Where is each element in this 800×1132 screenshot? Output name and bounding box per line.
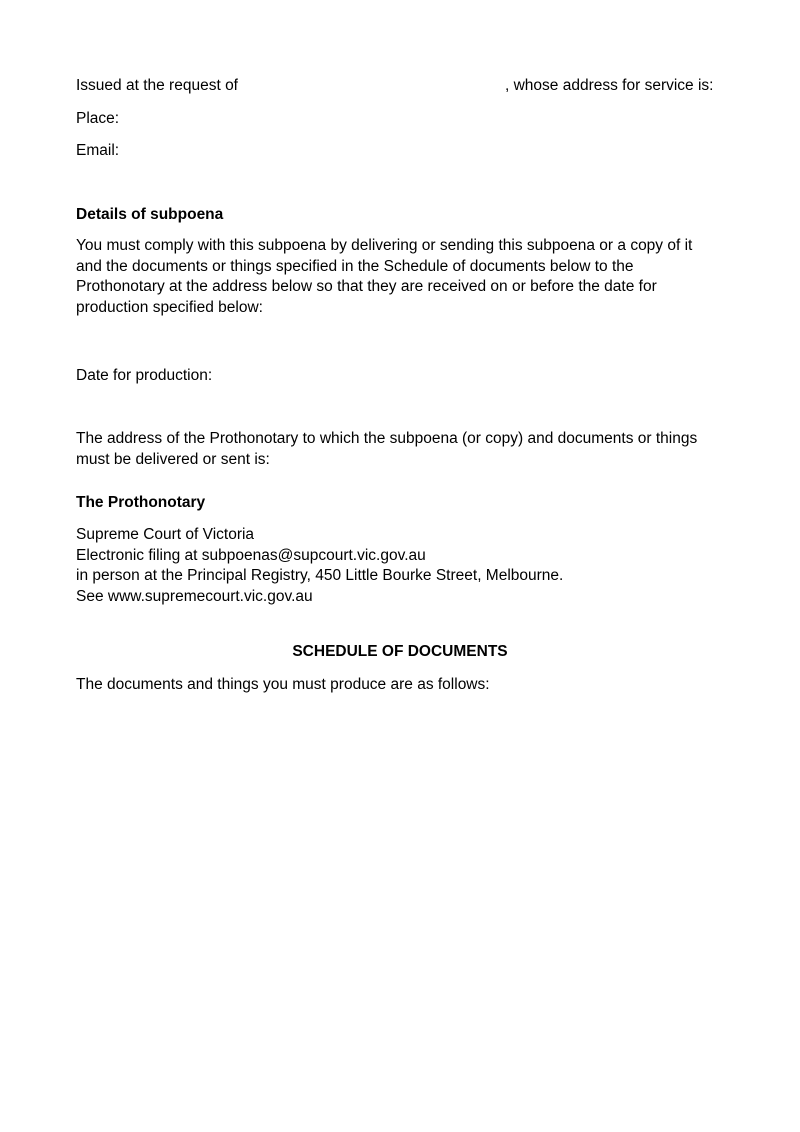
address-intro-line: must be delivered or sent is: (76, 450, 270, 468)
address-line: in person at the Principal Registry, 450 Little Bourke Street, Melbourne. (76, 567, 564, 584)
schedule-intro: The documents and things you must produce are as follows: (76, 676, 490, 693)
details-heading: Details of subpoena (76, 206, 224, 223)
email-label: Email: (76, 142, 120, 159)
issued-suffix: , whose address for service is: (505, 77, 714, 94)
address-intro (76, 429, 726, 470)
prothonotary-address (76, 525, 726, 607)
details-body-line: You must comply with this subpoena by delivering or sending this subpoena or a copy of it (76, 237, 693, 254)
address-line: Electronic filing at subpoenas@supcourt.vic.gov.au (76, 546, 426, 564)
date-for-production-label: Date for production: (76, 367, 213, 384)
details-body-line: Prothonotary at the address below so that they are received on or before the date for (76, 278, 657, 295)
address-line: Supreme Court of Victoria (76, 526, 255, 543)
prothonotary-heading: The Prothonotary (76, 494, 206, 511)
address-line: See www.supremecourt.vic.gov.au (76, 587, 313, 605)
schedule-heading: SCHEDULE OF DOCUMENTS (292, 643, 508, 660)
details-body-line: production specified below: (76, 298, 263, 316)
issued-prefix: Issued at the request of (76, 77, 238, 94)
details-body (76, 236, 726, 318)
details-body-line: and the documents or things specified in the Schedule of documents below to the (76, 257, 634, 275)
address-intro-line: The address of the Prothonotary to which the subpoena (or copy) and documents or things (76, 430, 698, 447)
place-label: Place: (76, 110, 120, 127)
